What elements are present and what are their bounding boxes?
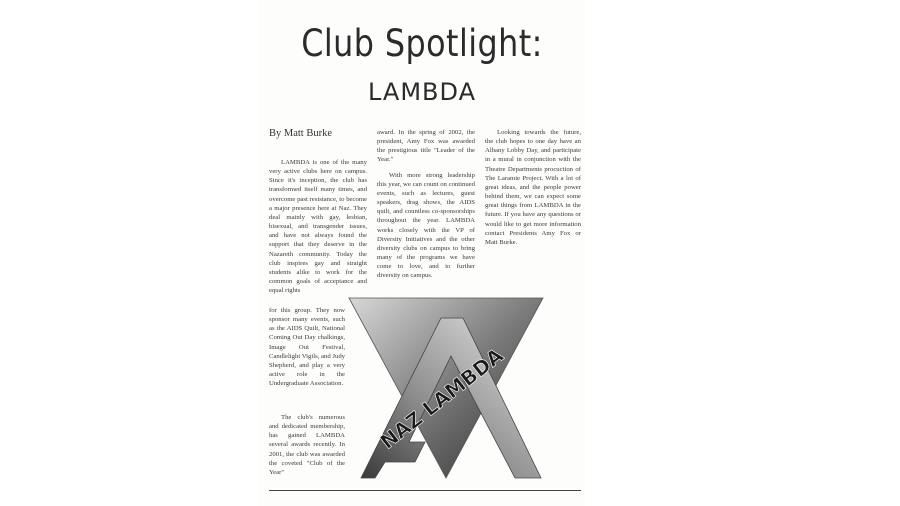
byline: By Matt Burke	[269, 128, 332, 139]
column-3-paragraph: Looking towards the future, the club hopes to one day have an Albany Lobby Day, and participate in a mural in conjunction with the Theatre Departments procuction of The Laramie Project. With a lot of great ideas, and the people power behind them, we can expect some great things from LAMBDA in the future. If you have any questions or would like to get more information contact Presidents Amy Fox or Matt Burke.	[485, 129, 581, 246]
column-2-paragraph-2: With more strong leadership this year, we can count on continued events, such as lectures, guest speakers, drag shows, the AIDS quilt, and countless co-sponsorships throughout the year. LAMBDA works closely with the VP of Diversity Initiatives and the other diversity clubs on campus to bring many of the programs we have come to love, and to further diversity on campus.	[377, 171, 475, 280]
newsletter-page	[259, 0, 585, 506]
column-2-paragraph-1: award. In the spring of 2002, the president, Amy Fox was awarded the prestigious title "Leader of the Year."	[377, 129, 475, 164]
naz-lambda-logo	[345, 292, 547, 484]
column-1-paragraph-1: LAMBDA is one of the many very active clubs here on campus. Since it's inception, the club has transformed itself many times, and overcome past resistance, to become a major presence here at Naz. They deal mainly with gay, lesbian, bisexual, and transgender issues, and have not always found the support that they deserve in the Nazareth community. Today the club inspires gay and straight students alike to work for the common goals of acceptance and equal rights	[269, 159, 367, 295]
article-subtitle: LAMBDA	[368, 78, 476, 106]
column-1-paragraph-2: The club's numerous and dedicated membership, has gained LAMBDA several awards recently. In 2001, the club was awarded the coveted "Club of the Year"	[269, 414, 345, 476]
article-title: Club Spotlight:	[301, 22, 543, 65]
column-1-paragraph-1-continued: for this group. They now sponsor many events, such as the AIDS Quilt, National Coming Out Day chalkings, Image Out Festival, Candlelight Vigils, and Judy Shepherd, and play a very active role in the Undergraduate Association.	[269, 307, 346, 388]
column-2	[377, 128, 475, 281]
logo-text: NAZ LAMBDA	[375, 343, 508, 454]
bottom-rule	[269, 490, 581, 491]
